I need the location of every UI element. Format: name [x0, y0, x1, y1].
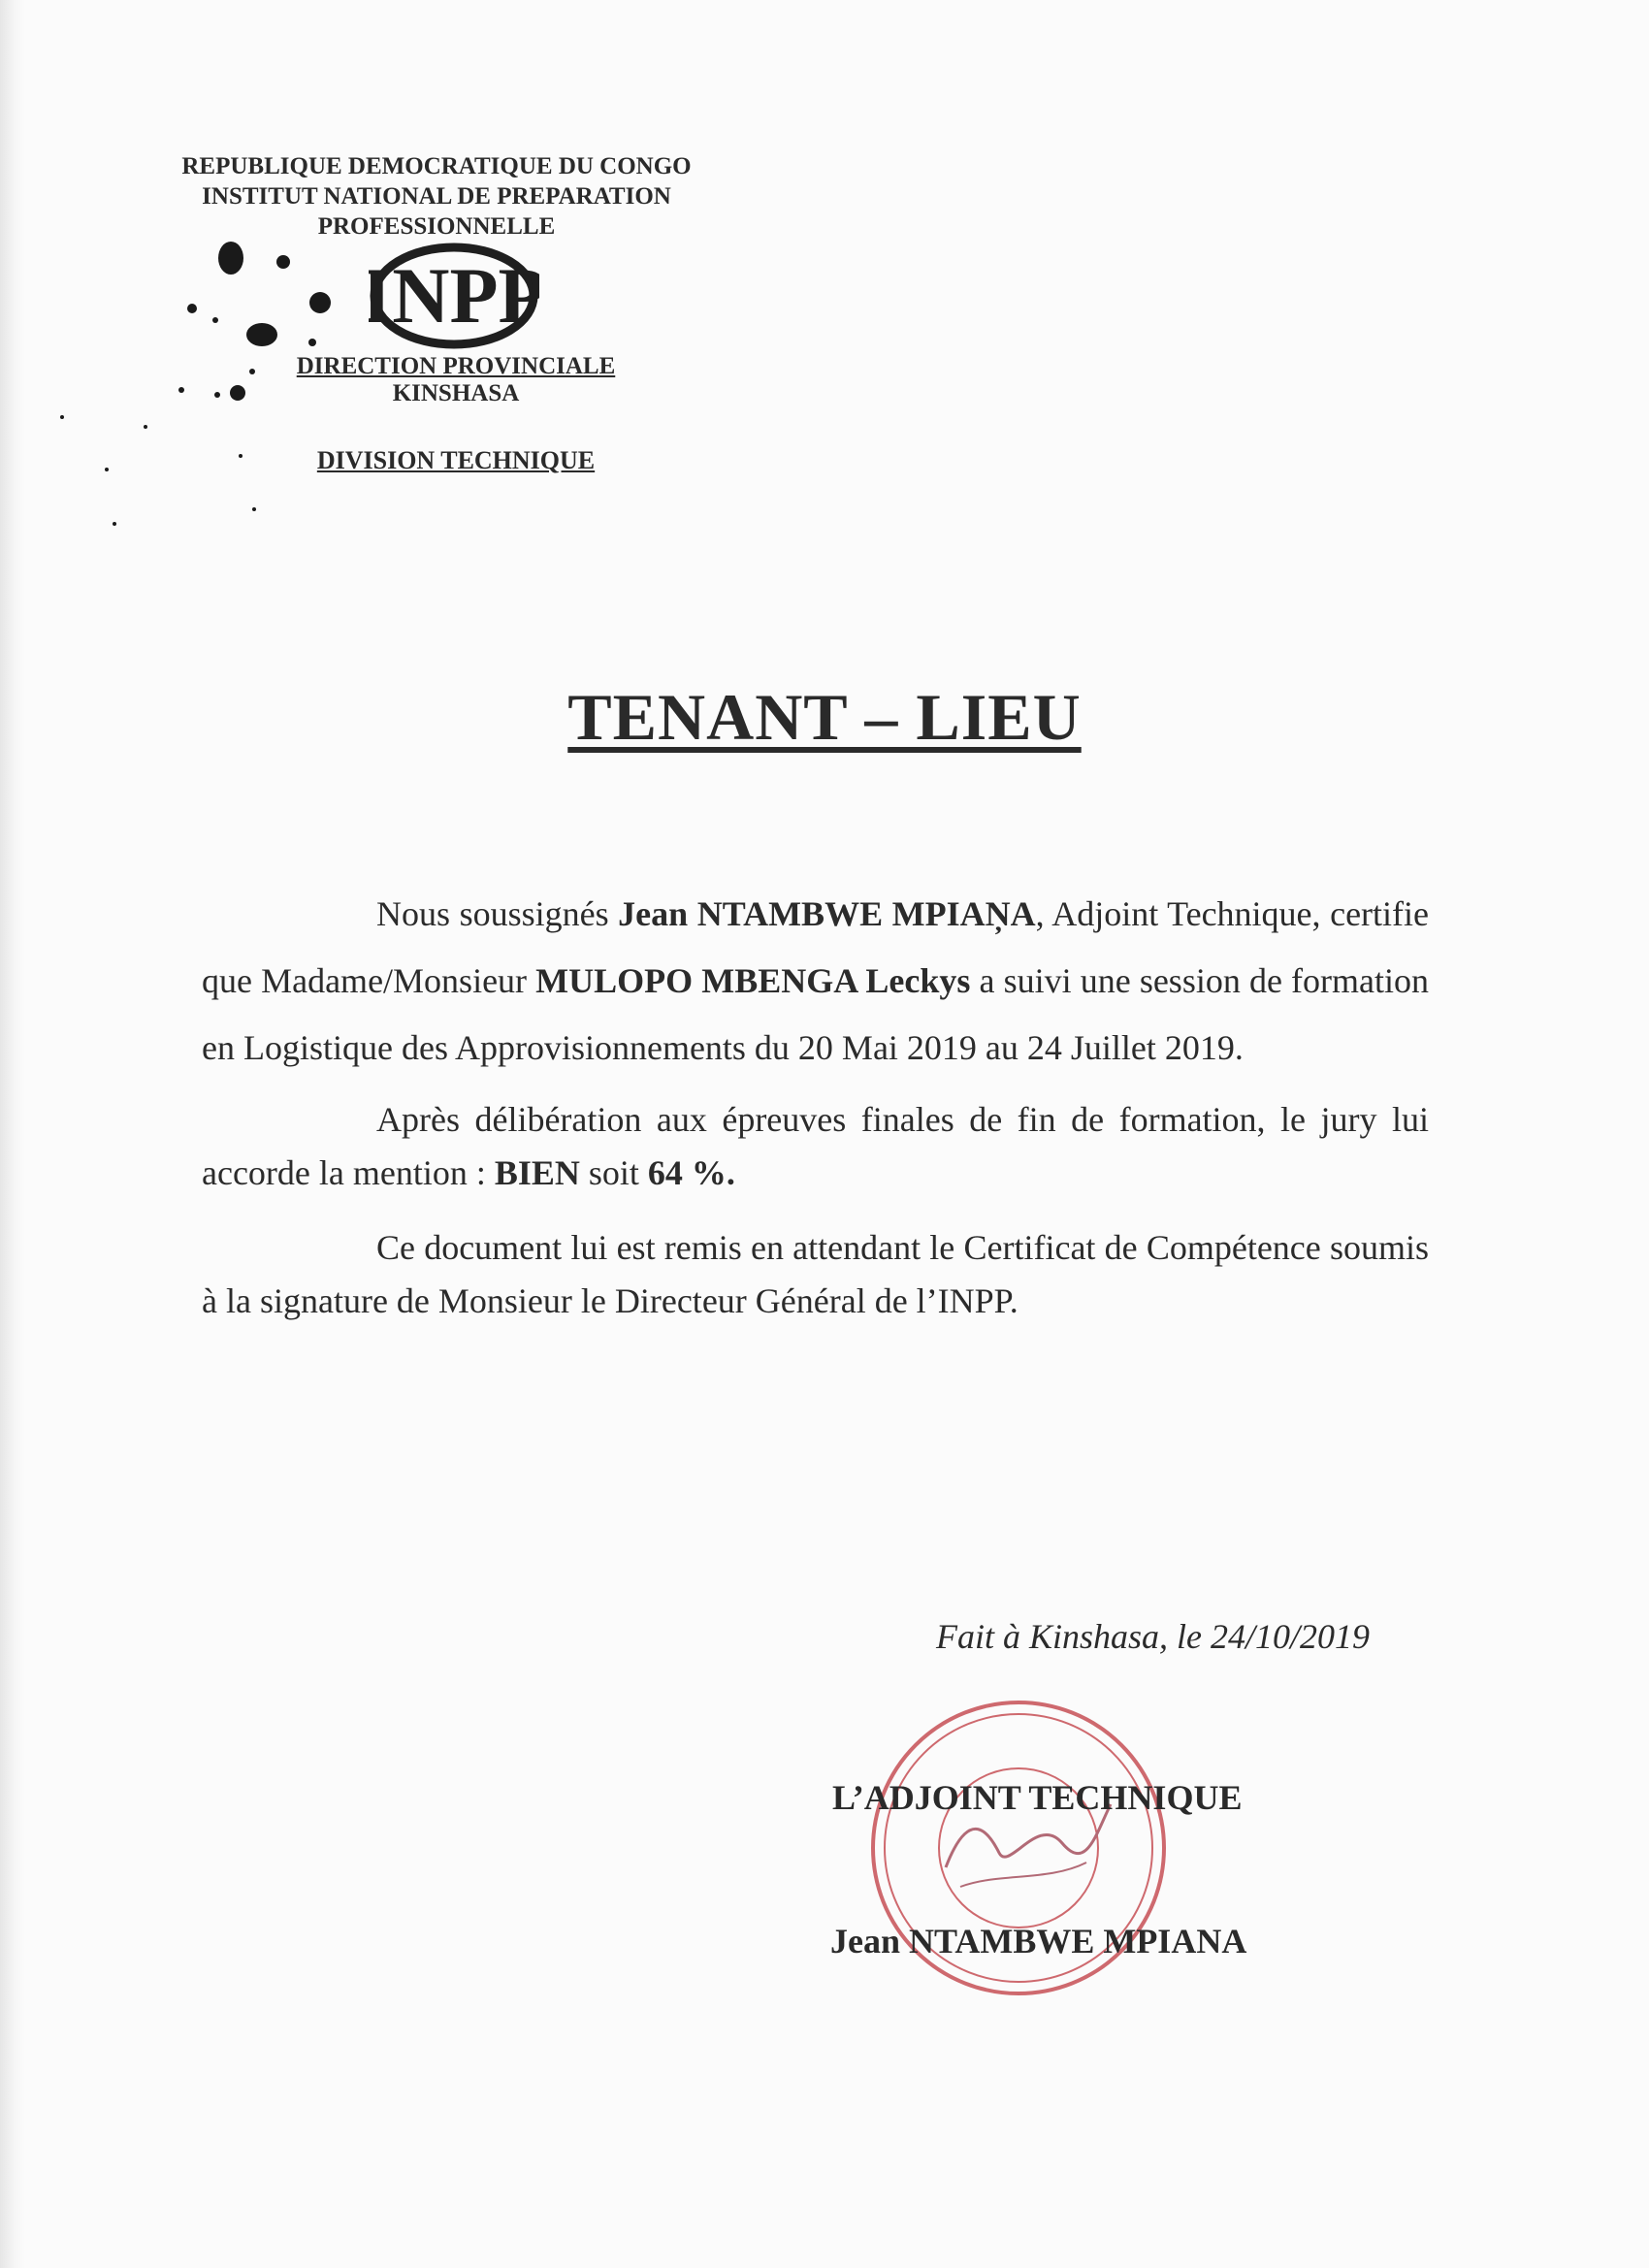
mention: BIEN: [494, 1153, 580, 1192]
document-title-text: TENANT – LIEU: [567, 680, 1082, 754]
city-label: KINSHASA: [392, 380, 520, 406]
signatory-title: L’ADJOINT TECHNIQUE: [832, 1778, 1243, 1817]
p1-middle: , Adjoint Technique, certifie que Madame/Monsieur: [202, 894, 1430, 1000]
inpp-logo: [369, 243, 539, 349]
signatory-name-footer: Jean NTAMBWE MPIANA: [830, 1922, 1247, 1960]
p1-intro: Nous soussignés: [376, 894, 619, 933]
signatory-name: Jean NTAMBWE MPIAŅA: [618, 894, 1036, 933]
certificate-body: [202, 881, 1429, 1328]
paragraph-certification: [202, 881, 1429, 1082]
candidate-name: MULOPO MBENGA Leckys: [535, 961, 971, 1000]
p2-middle: soit: [579, 1153, 648, 1192]
header-institute: INSTITUT NATIONAL DE PREPARATION: [202, 183, 671, 210]
score: 64 %.: [647, 1153, 735, 1192]
direction-label: DIRECTION PROVINCIALE: [296, 353, 616, 379]
direction-header: [233, 353, 679, 407]
p2-intro: Après délibération aux épreuves finales de fin de formation, le jury lui accorde la mention :: [202, 1100, 1429, 1192]
header-country: REPUBLIQUE DEMOCRATIQUE DU CONGO: [181, 153, 692, 179]
institution-header: [136, 151, 737, 242]
p1-end: a suivi une session de formation en Logistique des Approvisionnements du 20 Mai 2019 au 24 Juillet 2019.: [202, 961, 1430, 1067]
logo-lettering: INPP: [369, 251, 539, 340]
scan-edge: [0, 0, 25, 2268]
paragraph-note: Ce document lui est remis en attendant le Certificat de Compétence soumis à la signature de Monsieur le Directeur Général de l’INPP.: [202, 1228, 1429, 1320]
paragraph-result: [202, 1093, 1429, 1200]
place-date: Fait à Kinshasa, le 24/10/2019: [935, 1617, 1370, 1656]
document-title: [0, 679, 1649, 756]
header-institute-cont: PROFESSIONNELLE: [317, 213, 556, 240]
division-label: DIVISION TECHNIQUE: [316, 446, 596, 474]
